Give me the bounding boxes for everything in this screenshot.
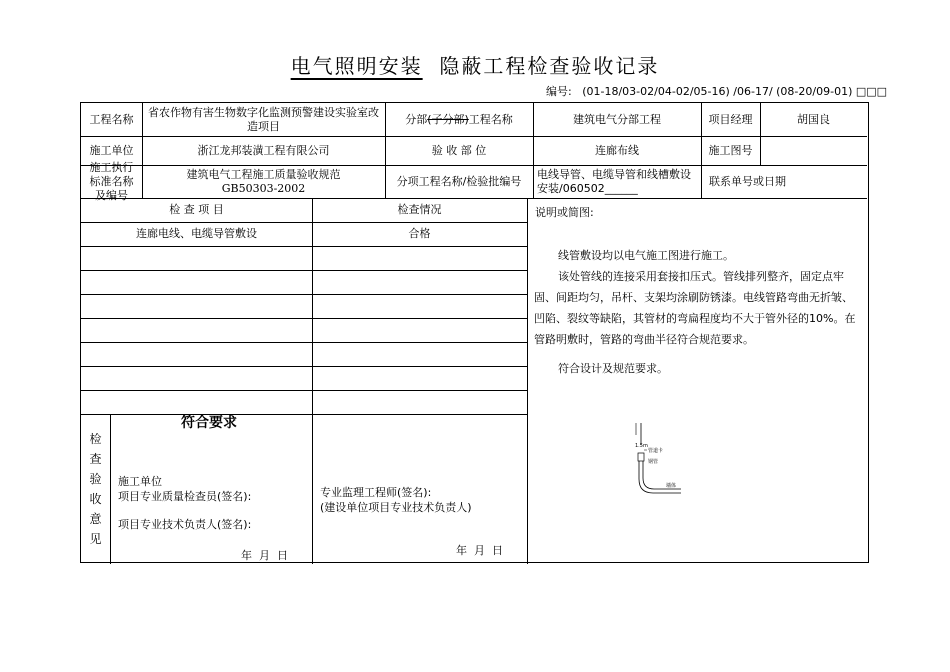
standard-label: 施工执行标准名称及编号 [89, 160, 134, 202]
contractor-name: 浙江龙邦装潢工程有限公司 [197, 143, 330, 157]
division-label-a: 分部 [405, 112, 428, 126]
project-name: 省农作物有害生物数字化监测预警建设实验室改造项目 [148, 105, 379, 133]
sketch-label-bottom: 墙体 [666, 483, 677, 489]
opinion-label [81, 414, 110, 564]
description-text [534, 245, 862, 379]
title-part1: 电气照明安装 [290, 54, 423, 78]
description-para2: 该处管线的连接采用套接扣压式。管线排列整齐，固定点牢固、间距均匀，吊杆、支架均涂刷防锈漆。电线管路弯曲无折皱、凹陷、裂纹等缺陷，其管材的弯扁程度均不大于管外径的10%。在管路明敷时，管路的弯曲半径符合规范要求。 [534, 270, 856, 346]
division-label [385, 103, 533, 136]
record-form [80, 102, 869, 563]
opinion-label-char: 收 [89, 492, 102, 506]
project-name-label: 工程名称 [89, 112, 134, 126]
division-label-strike: (子分部) [427, 112, 469, 126]
check-status: 合格 [408, 227, 431, 240]
standard-code: GB50303-2002 [221, 181, 306, 195]
manager-name: 胡国良 [797, 112, 830, 126]
location-value: 连廊布线 [595, 143, 639, 157]
drawing-value [760, 136, 867, 165]
standard [142, 165, 385, 198]
location-label: 验 收 部 位 [431, 143, 487, 157]
document-code [546, 83, 887, 99]
supervisor-signature: 专业监理工程师(签名): [320, 486, 432, 499]
title-part2: 隐蔽工程检查验收记录 [439, 54, 660, 78]
code-label: 编号: [546, 85, 572, 98]
drawing-label: 施工图号 [708, 143, 753, 157]
quality-inspector-signature: 项目专业质量检查员(签名): [118, 490, 252, 503]
contact-label: 联系单号或日期 [709, 174, 786, 188]
tech-lead-signature: 项目专业技术负责人(签名): [118, 518, 252, 531]
code-value: (01-18/03-02/04-02/05-16) /06-17/ (08-20/09-01) □□□ [582, 85, 888, 98]
check-item-header: 检 查 项 目 [169, 203, 224, 216]
description-label: 说明或简图: [535, 206, 594, 219]
subitem-value: 电线导管、电缆导管和线槽敷设安装/060502______ [537, 167, 691, 195]
document-title [0, 50, 950, 79]
standard-name: 建筑电气工程施工质量验收规范 [186, 167, 341, 181]
contractor-unit-label: 施工单位 [118, 475, 162, 488]
opinion-label-char: 见 [89, 532, 102, 546]
sketch-label-top: 1.5m [635, 443, 648, 449]
sketch-label-clamp: 管道卡 [648, 448, 664, 454]
description-para1: 线管敷设均以电气施工图进行施工。 [558, 249, 734, 262]
opinion-result: 符合要求 [181, 415, 237, 431]
sketch-label-pipe: 钢管 [648, 459, 659, 465]
opinion-label-char: 验 [89, 472, 102, 486]
contractor-label: 施工单位 [89, 143, 134, 157]
opinion-label-char: 检 [89, 432, 102, 446]
opinion-label-char: 查 [89, 452, 102, 466]
manager-label: 项目经理 [708, 112, 753, 126]
division-label-b: 工程名称 [468, 112, 513, 126]
check-item: 连廊电线、电缆导管敷设 [136, 227, 257, 240]
date-left: 年 月 日 [241, 549, 288, 562]
division-name: 建筑电气分部工程 [573, 112, 661, 126]
conduit-sketch [626, 423, 706, 503]
opinion-label-char: 意 [89, 512, 102, 526]
date-right: 年 月 日 [456, 544, 503, 557]
owner-tech-lead: (建设单位项目专业技术负责人) [320, 501, 472, 514]
description-para3: 符合设计及规范要求。 [558, 362, 668, 375]
subitem-label: 分项工程名称/检验批编号 [396, 174, 522, 188]
check-status-header: 检查情况 [397, 203, 442, 216]
